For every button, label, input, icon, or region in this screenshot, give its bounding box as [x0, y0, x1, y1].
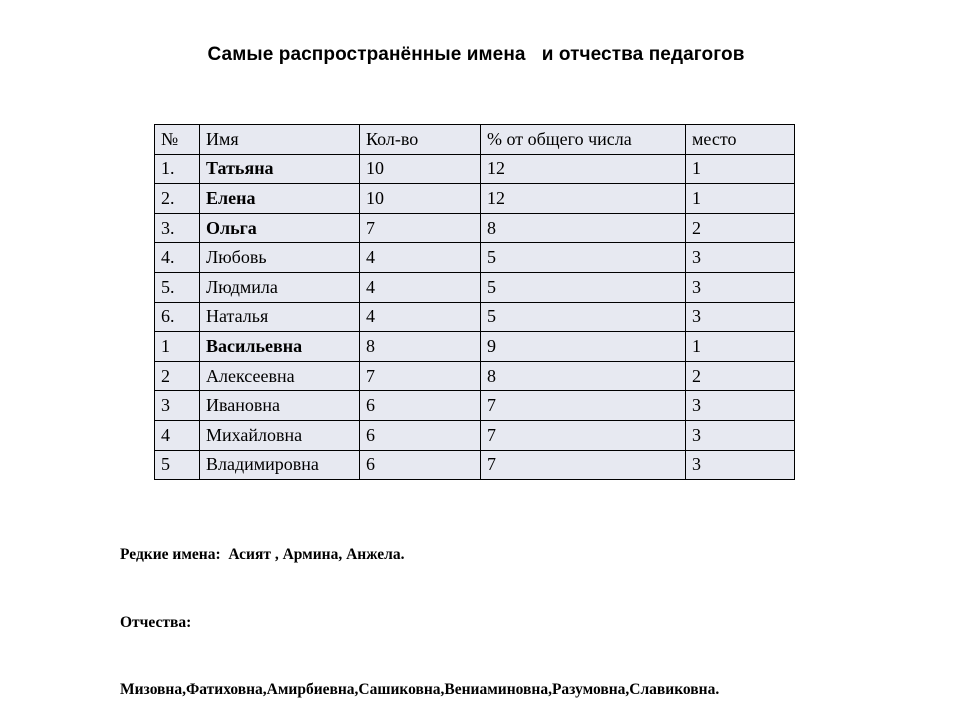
cell-percent: 5 [481, 272, 686, 302]
cell-name: Елена [200, 184, 360, 214]
rare-names-line: Редкие имена: Асият , Армина, Анжела. [120, 546, 405, 563]
cell-name: Людмила [200, 272, 360, 302]
cell-place: 2 [686, 361, 795, 391]
cell-count: 8 [360, 332, 481, 362]
cell-count: 10 [360, 154, 481, 184]
cell-number: 5 [155, 450, 200, 480]
cell-percent: 8 [481, 213, 686, 243]
cell-count: 6 [360, 450, 481, 480]
cell-name: Татьяна [200, 154, 360, 184]
cell-name: Наталья [200, 302, 360, 332]
cell-count: 6 [360, 391, 481, 421]
cell-name: Владимировна [200, 450, 360, 480]
table-row [155, 420, 795, 450]
cell-place: 2 [686, 213, 795, 243]
cell-percent: 8 [481, 361, 686, 391]
cell-place: 3 [686, 243, 795, 273]
cell-percent: 12 [481, 154, 686, 184]
cell-number: 1. [155, 154, 200, 184]
cell-percent: 7 [481, 391, 686, 421]
cell-percent: 5 [481, 243, 686, 273]
cell-number: 6. [155, 302, 200, 332]
table-row [155, 272, 795, 302]
cell-name: Ольга [200, 213, 360, 243]
header-name: Имя [200, 125, 360, 155]
table-row [155, 332, 795, 362]
cell-place: 3 [686, 302, 795, 332]
cell-number: 5. [155, 272, 200, 302]
patronymics-label: Отчества: [120, 613, 192, 631]
patronymics-list: Мизовна,Фатиховна,Амирбиевна,Сашиковна,Вениаминовна,Разумовна,Славиковна. [120, 681, 720, 698]
cell-number: 4. [155, 243, 200, 273]
cell-count: 6 [360, 420, 481, 450]
cell-count: 7 [360, 361, 481, 391]
page-title: Самые распространённые имена и отчества педагогов [207, 44, 745, 65]
cell-place: 3 [686, 272, 795, 302]
cell-count: 7 [360, 213, 481, 243]
cell-place: 3 [686, 420, 795, 450]
cell-percent: 7 [481, 450, 686, 480]
cell-count: 4 [360, 302, 481, 332]
cell-count: 4 [360, 272, 481, 302]
table-header-row [155, 125, 795, 155]
cell-number: 2. [155, 184, 200, 214]
cell-percent: 7 [481, 420, 686, 450]
notes-block [120, 499, 719, 724]
cell-number: 2 [155, 361, 200, 391]
cell-place: 3 [686, 391, 795, 421]
cell-number: 4 [155, 420, 200, 450]
cell-place: 1 [686, 184, 795, 214]
cell-place: 1 [686, 332, 795, 362]
names-table [154, 124, 795, 480]
cell-percent: 9 [481, 332, 686, 362]
cell-count: 10 [360, 184, 481, 214]
table-row [155, 243, 795, 273]
table-row [155, 361, 795, 391]
cell-name: Любовь [200, 243, 360, 273]
cell-percent: 5 [481, 302, 686, 332]
cell-name: Ивановна [200, 391, 360, 421]
header-percent: % от общего числа [481, 125, 686, 155]
cell-number: 3 [155, 391, 200, 421]
header-number: № [155, 125, 200, 155]
header-count: Кол-во [360, 125, 481, 155]
cell-place: 1 [686, 154, 795, 184]
cell-name: Михайловна [200, 420, 360, 450]
cell-number: 1 [155, 332, 200, 362]
table-row [155, 391, 795, 421]
table-row [155, 154, 795, 184]
table-row [155, 213, 795, 243]
table-body [155, 154, 795, 480]
table-row [155, 302, 795, 332]
header-place: место [686, 125, 795, 155]
cell-name: Алексеевна [200, 361, 360, 391]
table-row [155, 450, 795, 480]
cell-name: Васильевна [200, 332, 360, 362]
cell-place: 3 [686, 450, 795, 480]
cell-number: 3. [155, 213, 200, 243]
cell-count: 4 [360, 243, 481, 273]
cell-percent: 12 [481, 184, 686, 214]
table-row [155, 184, 795, 214]
